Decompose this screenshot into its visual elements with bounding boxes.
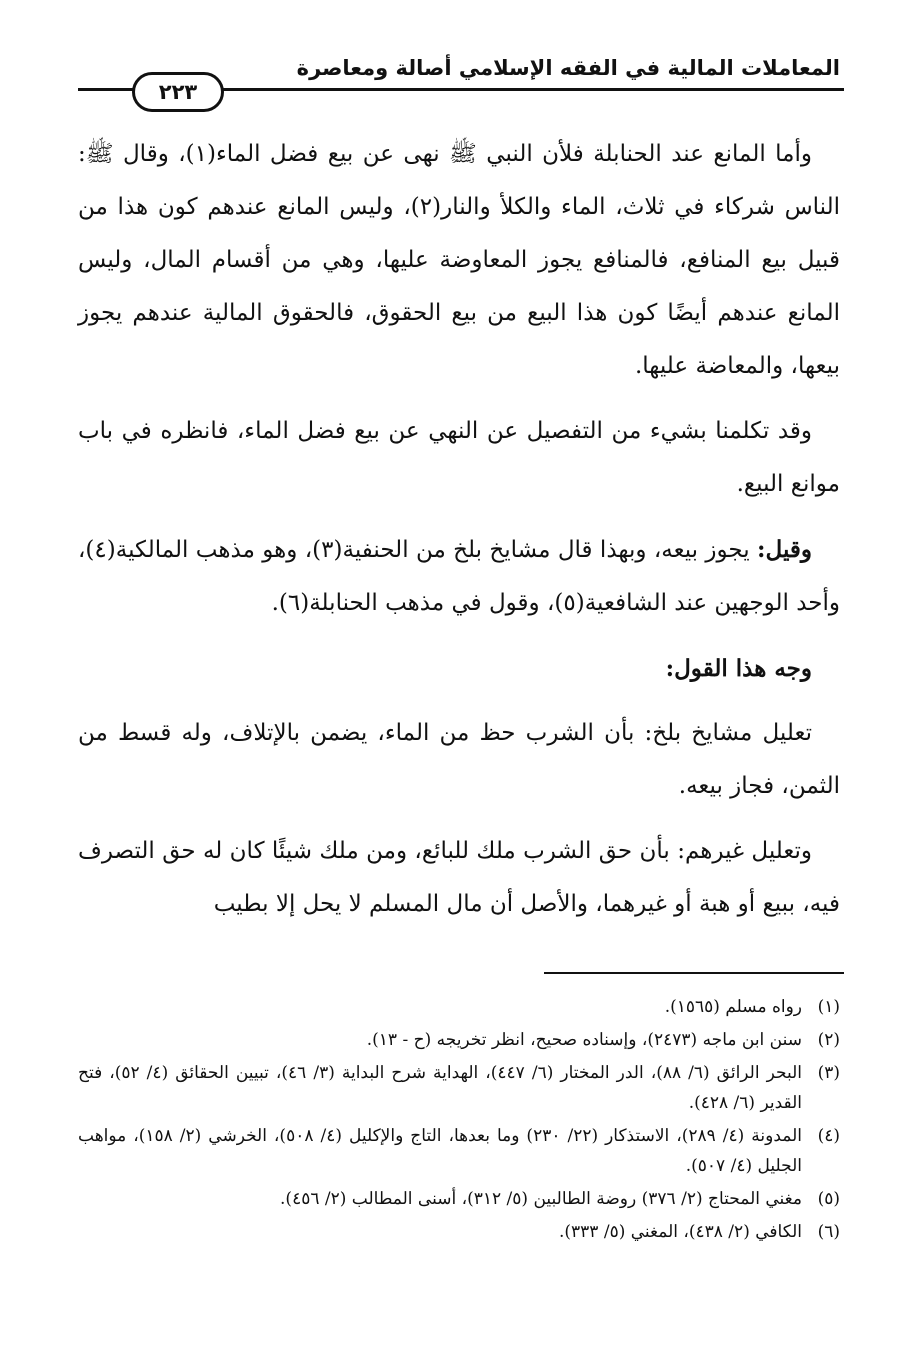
footnote-item — [78, 1217, 840, 1247]
footnote-text: سنن ابن ماجه (٢٤٧٣)، وإسناده صحيح، انظر تخريجه (ح - ١٣). — [366, 1030, 802, 1050]
section-heading: وجه هذا القول: — [665, 655, 812, 682]
footnotes — [78, 992, 840, 1250]
running-title: المعاملات المالية في الفقه الإسلامي أصالة ومعاصرة — [296, 56, 840, 80]
paragraph-3 — [78, 523, 840, 630]
paragraph-3-lead: وقيل: — [757, 536, 812, 563]
footnote-text: المدونة (٤/ ٢٨٩)، الاستذكار (٢٢/ ٢٣٠) وما بعدها، التاج والإكليل (٤/ ٥٠٨)، الخرشي (٢/ ١٥٨)، مواهب الجليل (٤/ ٥٠٧). — [78, 1126, 802, 1176]
footnote-text: البحر الرائق (٦/ ٨٨)، الدر المختار (٦/ ٤٤٧)، الهداية شرح البداية (٣/ ٤٦)، تبيين الحقائق (٤/ ٥٢)، فتح القدير (٦/ ٤٢٨). — [78, 1063, 802, 1113]
footnote-text: رواه مسلم (١٥٦٥). — [664, 997, 802, 1017]
paragraph-3-rest: يجوز بيعه، وبهذا قال مشايخ بلخ من الحنفية(٣)، وهو مذهب المالكية(٤)، وأحد الوجهين عند الشافعية(٥)، وقول في مذهب الحنابلة(٦). — [78, 537, 840, 616]
footnote-text: مغني المحتاج (٢/ ٣٧٦) روضة الطالبين (٥/ ٣١٢)، أسنى المطالب (٢/ ٤٥٦). — [280, 1189, 802, 1209]
footnote-item — [78, 1121, 840, 1181]
footnote-number: (٥) — [817, 1189, 840, 1209]
paragraph-2: وقد تكلمنا بشيء من التفصيل عن النهي عن بيع فضل الماء، فانظره في باب موانع البيع. — [78, 418, 840, 497]
footnote-item — [78, 1025, 840, 1055]
footnote-number: (١) — [817, 997, 840, 1017]
paragraph-1: وأما المانع عند الحنابلة فلأن النبي ﷺ نهى عن بيع فضل الماء(١)، وقال ﷺ: الناس شركاء في ثلاث، الماء والكلأ والنار(٢)، وليس المانع عندهم كون هذا من قبيل بيع المنافع، فالمنافع يجوز المعاوضة عليها، وهي من أقسام المال، وليس المانع عندهم أيضًا كون هذا البيع من بيع الحقوق، فالحقوق المالية عندهم يجوز بيعها، والمعاضة عليها. — [78, 141, 840, 379]
paragraph-5: وتعليل غيرهم: بأن حق الشرب ملك للبائع، ومن ملك شيئًا كان له حق التصرف فيه، ببيع أو هبة أو غيرهما، والأصل أن مال المسلم لا يحل إلا بطيب — [78, 838, 840, 917]
footnote-number: (٣) — [817, 1063, 840, 1083]
footnote-number: (٦) — [817, 1222, 840, 1242]
footnote-separator — [544, 972, 844, 974]
footnote-item — [78, 992, 840, 1022]
footnote-item — [78, 1184, 840, 1214]
paragraph-4: تعليل مشايخ بلخ: بأن الشرب حظ من الماء، يضمن بالإتلاف، وله قسط من الثمن، فجاز بيعه. — [78, 720, 840, 799]
footnote-item — [78, 1058, 840, 1118]
footnote-number: (٢) — [817, 1030, 840, 1050]
footnote-text: الكافي (٢/ ٤٣٨)، المغني (٥/ ٣٣٣). — [558, 1222, 802, 1242]
footnote-number: (٤) — [817, 1126, 840, 1146]
main-text — [78, 128, 840, 943]
page-number: ٢٢٣ — [132, 72, 224, 112]
